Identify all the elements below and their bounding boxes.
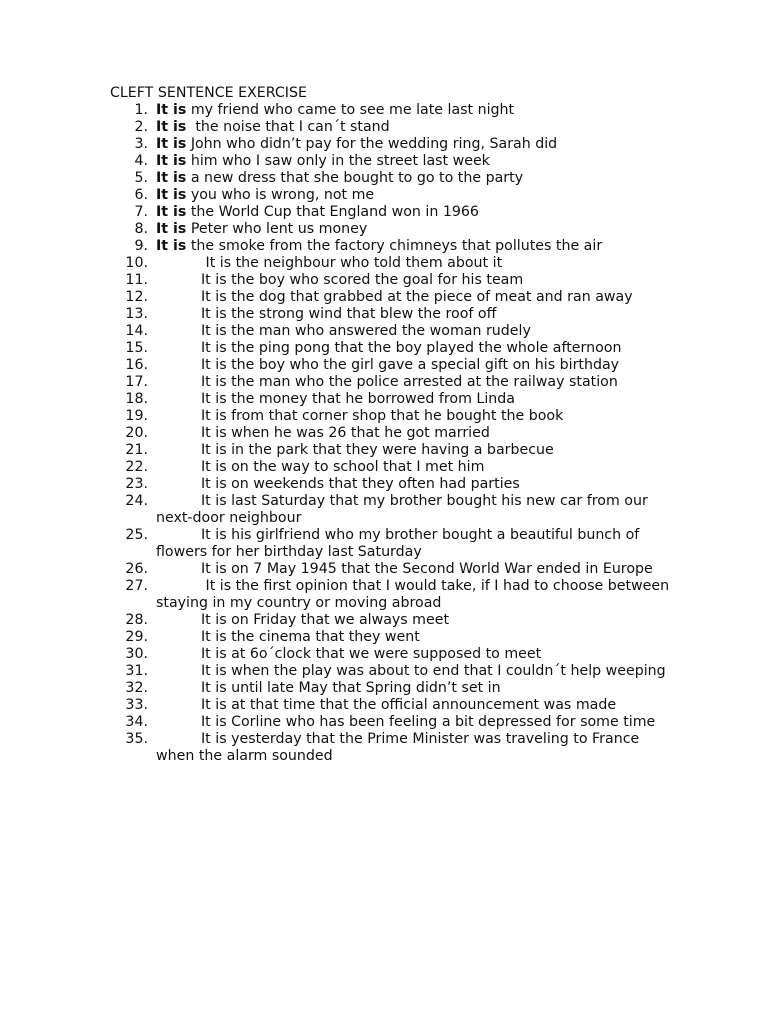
item-text: him who I saw only in the street last week [186, 153, 490, 169]
item-number: 23. [125, 476, 148, 492]
item-number: 15. [125, 340, 148, 356]
document-title: CLEFT SENTENCE EXERCISE [110, 85, 307, 101]
item-text: It is from that corner shop that he bought the book [201, 408, 564, 424]
item-number: 12. [125, 289, 148, 305]
item-text: It is until late May that Spring didn’t set in [201, 680, 501, 696]
item-text: It is on the way to school that I met him [201, 459, 485, 475]
item-text: the smoke from the factory chimneys that pollutes the air [186, 238, 603, 254]
exercise-item [110, 340, 670, 357]
item-number: 26. [125, 561, 148, 577]
item-text: It is the boy who the girl gave a special gift on his birthday [201, 357, 620, 373]
item-number: 31. [125, 663, 148, 679]
exercise-item [110, 680, 670, 697]
exercise-item [110, 442, 670, 459]
item-number: 21. [125, 442, 148, 458]
item-number: 7. [134, 204, 148, 220]
item-text: It is the strong wind that blew the roof off [201, 306, 497, 322]
exercise-item [110, 646, 670, 663]
item-text: It is yesterday that the Prime Minister was traveling to France when the alarm sounded [156, 731, 644, 764]
exercise-item [110, 493, 670, 527]
exercise-item [110, 187, 670, 204]
exercise-item [110, 323, 670, 340]
exercise-item [110, 663, 670, 680]
item-number: 11. [125, 272, 148, 288]
item-bold-lead: It is [156, 170, 187, 186]
exercise-item [110, 119, 670, 136]
exercise-item [110, 731, 670, 765]
exercise-item [110, 153, 670, 170]
item-text: John who didn’t pay for the wedding ring, Sarah did [186, 136, 558, 152]
exercise-item [110, 238, 670, 255]
item-text: It is on weekends that they often had parties [201, 476, 520, 492]
item-text: a new dress that she bought to go to the party [186, 170, 524, 186]
exercise-item [110, 306, 670, 323]
item-text: It is when he was 26 that he got married [201, 425, 490, 441]
item-number: 6. [134, 187, 148, 203]
item-number: 35. [125, 731, 148, 747]
item-bold-lead: It is [156, 102, 187, 118]
exercise-item [110, 357, 670, 374]
item-text: my friend who came to see me late last night [186, 102, 515, 118]
item-text: It is the dog that grabbed at the piece of meat and ran away [201, 289, 633, 305]
item-text: you who is wrong, not me [186, 187, 375, 203]
exercise-item [110, 459, 670, 476]
item-number: 18. [125, 391, 148, 407]
item-number: 29. [125, 629, 148, 645]
item-number: 16. [125, 357, 148, 373]
item-text: It is Corline who has been feeling a bit depressed for some time [201, 714, 656, 730]
exercise-item [110, 136, 670, 153]
document-content [110, 85, 674, 765]
exercise-item [110, 170, 670, 187]
item-text: It is in the park that they were having a barbecue [201, 442, 554, 458]
item-text: It is the money that he borrowed from Linda [201, 391, 515, 407]
item-number: 20. [125, 425, 148, 441]
exercise-item [110, 289, 670, 306]
exercise-item [110, 527, 670, 561]
item-bold-lead: It is [156, 136, 187, 152]
item-text: It is at that time that the official announcement was made [201, 697, 617, 713]
exercise-item [110, 204, 670, 221]
item-text: It is last Saturday that my brother bought his new car from our next-door neighbour [156, 493, 653, 526]
item-bold-lead: It is [156, 187, 187, 203]
exercise-item [110, 612, 670, 629]
item-text: It is at 6o´clock that we were supposed to meet [201, 646, 542, 662]
exercise-list [110, 102, 674, 765]
exercise-item [110, 374, 670, 391]
item-number: 10. [125, 255, 148, 271]
item-number: 3. [134, 136, 148, 152]
exercise-item [110, 391, 670, 408]
item-text: It is the first opinion that I would take, if I had to choose between staying in my country or moving abroad [156, 578, 674, 611]
exercise-item [110, 255, 670, 272]
exercise-item [110, 102, 670, 119]
item-number: 2. [134, 119, 148, 135]
item-text: Peter who lent us money [186, 221, 368, 237]
item-number: 8. [134, 221, 148, 237]
item-number: 30. [125, 646, 148, 662]
item-number: 1. [134, 102, 148, 118]
item-bold-lead: It is [156, 153, 187, 169]
item-text: It is the cinema that they went [201, 629, 420, 645]
item-text: It is on 7 May 1945 that the Second World War ended in Europe [201, 561, 653, 577]
item-text: It is the man who answered the woman rudely [201, 323, 531, 339]
item-text: It is his girlfriend who my brother bought a beautiful bunch of flowers for her birthday last Saturday [156, 527, 644, 560]
item-text: It is on Friday that we always meet [201, 612, 450, 628]
item-number: 33. [125, 697, 148, 713]
item-number: 25. [125, 527, 148, 543]
item-bold-lead: It is [156, 204, 187, 220]
item-number: 27. [125, 578, 148, 594]
item-number: 14. [125, 323, 148, 339]
exercise-item [110, 425, 670, 442]
item-bold-lead: It is [156, 221, 187, 237]
item-number: 17. [125, 374, 148, 390]
item-number: 13. [125, 306, 148, 322]
item-number: 5. [134, 170, 148, 186]
exercise-item [110, 578, 674, 612]
exercise-item [110, 629, 670, 646]
item-number: 24. [125, 493, 148, 509]
item-number: 32. [125, 680, 148, 696]
item-number: 9. [134, 238, 148, 254]
item-text: It is when the play was about to end that I couldn´t help weeping [201, 663, 666, 679]
item-number: 34. [125, 714, 148, 730]
exercise-item [110, 221, 670, 238]
exercise-item [110, 476, 670, 493]
item-bold-lead: It is [156, 238, 187, 254]
item-text: It is the neighbour who told them about it [201, 255, 503, 271]
item-number: 19. [125, 408, 148, 424]
item-text: It is the boy who scored the goal for his team [201, 272, 524, 288]
exercise-item [110, 697, 670, 714]
item-bold-lead: It is [156, 119, 187, 135]
item-text: It is the man who the police arrested at the railway station [201, 374, 618, 390]
item-number: 4. [134, 153, 148, 169]
exercise-item [110, 561, 670, 578]
item-text: It is the ping pong that the boy played the whole afternoon [201, 340, 622, 356]
exercise-item [110, 408, 670, 425]
item-text: the noise that I can´t stand [186, 119, 390, 135]
item-number: 28. [125, 612, 148, 628]
item-number: 22. [125, 459, 148, 475]
exercise-item [110, 272, 670, 289]
exercise-item [110, 714, 670, 731]
item-text: the World Cup that England won in 1966 [186, 204, 479, 220]
